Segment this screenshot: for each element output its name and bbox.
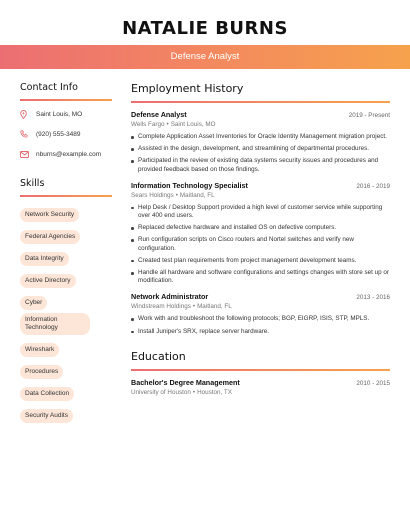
job-company: Sears Holdings xyxy=(131,191,174,199)
job-location: Saint Louis, MO xyxy=(170,121,216,128)
education-section-rule xyxy=(131,369,390,371)
job-employer: Sears Holdings • Maitland, FL xyxy=(131,191,215,199)
job-bullet: Run configuration scripts on Cisco routers and Nortel switches and verify new configuration. xyxy=(131,236,390,252)
education-entry xyxy=(131,378,390,396)
job-entry xyxy=(131,181,390,286)
contact-phone-text: (920) 555-3489 xyxy=(36,130,81,138)
skill-tag: Cyber xyxy=(20,296,47,310)
contact-email xyxy=(20,144,112,164)
job-dates: 2013 - 2016 xyxy=(356,294,390,302)
skill-tag: Federal Agencies xyxy=(20,230,80,244)
school-location: Houston, TX xyxy=(197,388,232,396)
job-bullets xyxy=(131,133,390,174)
skill-tag: Security Audits xyxy=(20,409,73,423)
education-section-title: Education xyxy=(131,349,186,363)
contact-location xyxy=(20,104,112,124)
job-dates: 2019 - Present xyxy=(348,112,390,119)
job-employer: Wells Fargo • Saint Louis, MO xyxy=(131,121,216,128)
job-bullet: Handle all hardware and software configurations and settings changes with store set up or modification. xyxy=(131,269,390,285)
right-column xyxy=(131,82,390,396)
job-company: Wells Fargo xyxy=(131,121,165,128)
job-entry xyxy=(131,110,390,174)
role-title: Defense Analyst xyxy=(170,51,240,62)
skill-tag: Procedures xyxy=(20,365,63,379)
skill-tag: Network Security xyxy=(20,208,79,222)
job-company: Windstream Holdings xyxy=(131,303,191,311)
job-bullet: Created test plan requirements from project management development teams. xyxy=(131,257,390,265)
contact-location-text: Saint Louis, MO xyxy=(36,110,83,118)
job-title: Network Administrator xyxy=(131,292,209,302)
job-bullet: Complete Application Asset Inventories for Oracle Identity Management migration project. xyxy=(131,133,390,141)
employment-section-title: Employment History xyxy=(131,82,244,95)
contact-email-text[interactable]: nburns@example.com xyxy=(36,150,102,158)
skill-tag: Active Directory xyxy=(20,274,76,288)
job-bullet: Replaced defective hardware and installed OS on defective computers. xyxy=(131,224,390,232)
employment-section-rule xyxy=(131,101,390,103)
skill-tag: Data Integrity xyxy=(20,252,69,266)
job-bullet: Participated in the review of existing data systems security issues and procedures and provided feedback based on those findings. xyxy=(131,157,390,173)
contact-phone xyxy=(20,124,112,144)
job-bullet: Work with and troubleshoot the following protocols; BGP, EIGRP, ISIS, STP, MPLS. xyxy=(131,315,390,323)
role-banner xyxy=(0,45,410,69)
skill-tag: Data Collection xyxy=(20,387,74,401)
education-school: University of Houston • Houston, TX xyxy=(131,388,232,396)
phone-icon xyxy=(20,130,36,138)
contact-list xyxy=(20,104,112,164)
job-bullet: Install Juniper's SRX, replace server hardware. xyxy=(131,328,390,336)
skill-tag: Wireshark xyxy=(20,343,59,357)
contact-section-title: Contact Info xyxy=(20,82,78,93)
left-column xyxy=(20,82,112,426)
contact-section-rule xyxy=(20,99,112,101)
job-bullets xyxy=(131,315,390,335)
job-entry xyxy=(131,292,390,335)
location-pin-icon xyxy=(20,110,36,119)
job-bullet: Help Desk / Desktop Support provided a high level of customer service while supporting over 400 end users. xyxy=(131,204,390,220)
job-title: Defense Analyst xyxy=(131,110,187,119)
job-title: Information Technology Specialist xyxy=(131,180,248,190)
job-dates: 2016 - 2019 xyxy=(356,182,390,190)
school-name: University of Houston xyxy=(131,388,191,396)
job-location: Maitland, FL xyxy=(197,303,232,311)
skills-section-title: Skills xyxy=(20,178,45,189)
mail-icon xyxy=(20,151,36,158)
skill-tag: Information Technology xyxy=(20,313,90,335)
candidate-name: NATALIE BURNS xyxy=(122,18,288,39)
job-employer: Windstream Holdings • Maitland, FL xyxy=(131,303,232,311)
job-bullets xyxy=(131,204,390,286)
education-dates: 2010 - 2015 xyxy=(356,379,390,387)
degree-title: Bachelor's Degree Management xyxy=(131,377,240,387)
skills-section-rule xyxy=(20,195,112,197)
skills-list xyxy=(20,203,112,426)
job-location: Maitland, FL xyxy=(179,191,215,199)
job-bullet: Assisted in the design, development, and streamlining of departmental procedures. xyxy=(131,145,390,153)
